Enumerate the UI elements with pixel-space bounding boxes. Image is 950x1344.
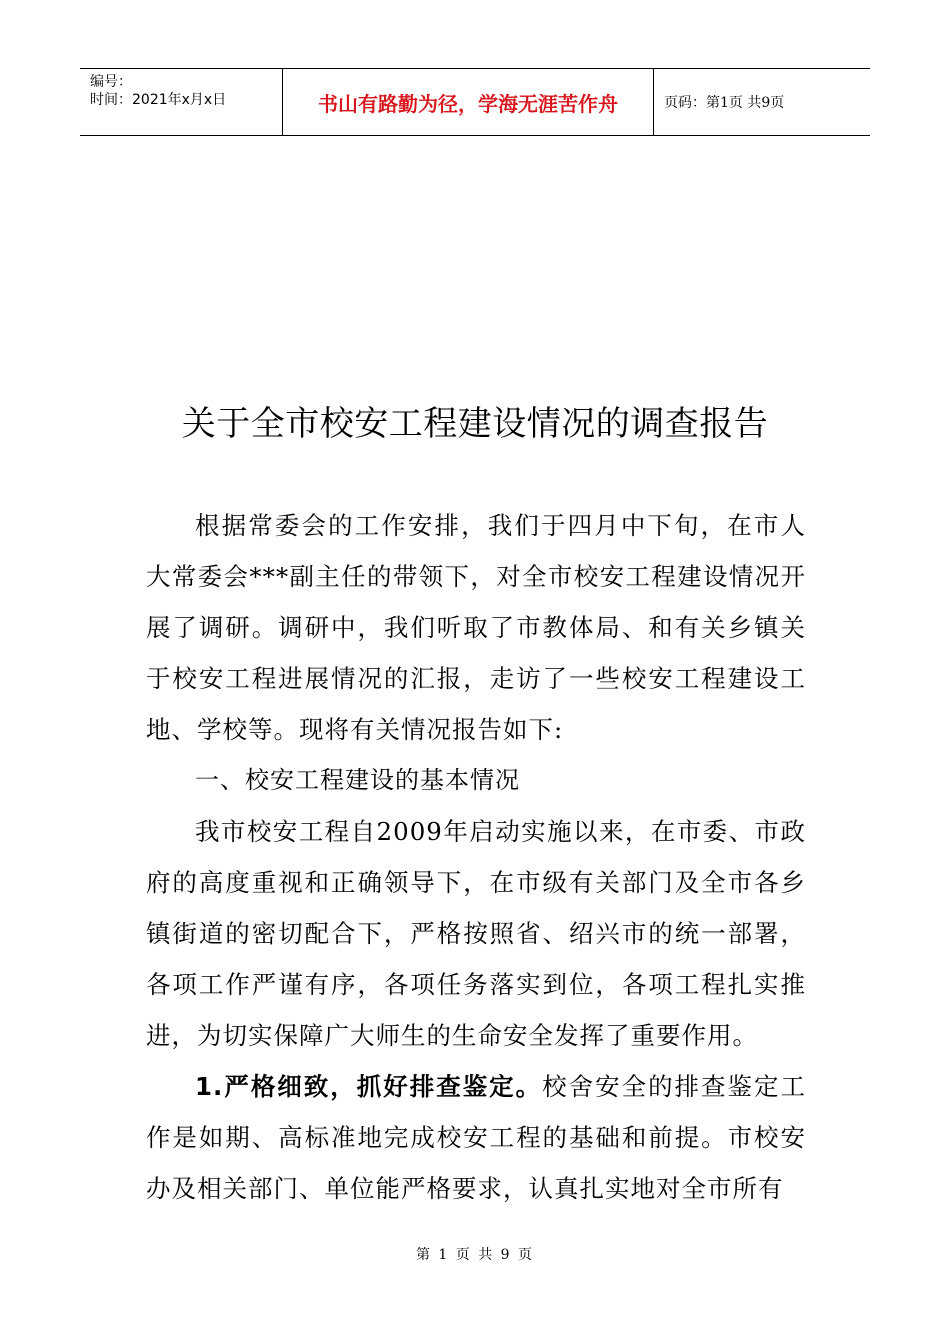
header-meta [80, 69, 282, 135]
section1-paragraph: 我市校安工程自2009年启动实施以来，在市委、市政府的高度重视和正确领导下，在市级有关部门及全市各乡镇街道的密切配合下，严格按照省、绍兴市的统一部署，各项工作严谨有序，各项任务落实到位，各项工程扎实推进，为切实保障广大师生的生命安全发挥了重要作用。 [146, 817, 806, 1050]
section1-heading: 一、校安工程建设的基本情况 [195, 766, 520, 794]
document-body [146, 500, 806, 1214]
item1-paragraph [146, 1061, 806, 1214]
page-footer: 第 1 页 共 9 页 [415, 1247, 535, 1263]
item1-lead: 1.严格细致，抓好排查鉴定。 [195, 1072, 543, 1101]
page-header [80, 68, 870, 136]
time-label: 时间：2021年x月x日 [90, 92, 227, 108]
code-label: 编号： [90, 74, 132, 90]
header-page-info: 页码：第1页 共9页 [664, 95, 785, 111]
intro-paragraph: 根据常委会的工作安排，我们于四月中下旬，在市人大常委会***副主任的带领下，对全市校安工程建设情况开展了调研。调研中，我们听取了市教体局、和有关乡镇关于校安工程进展情况的汇报，走访了一些校安工程建设工地、学校等。现将有关情况报告如下: [146, 511, 806, 744]
item1-text: 校舍安全的排查鉴定工作是如期、高标准地完成校安工程的基础和前提。市校安办及相关部门、单位能严格要求，认真扎实地对全市所有 [146, 1072, 806, 1203]
document-title: 关于全市校安工程建设情况的调查报告 [181, 404, 769, 444]
header-motto: 书山有路勤为径，学海无涯苦作舟 [282, 69, 654, 135]
